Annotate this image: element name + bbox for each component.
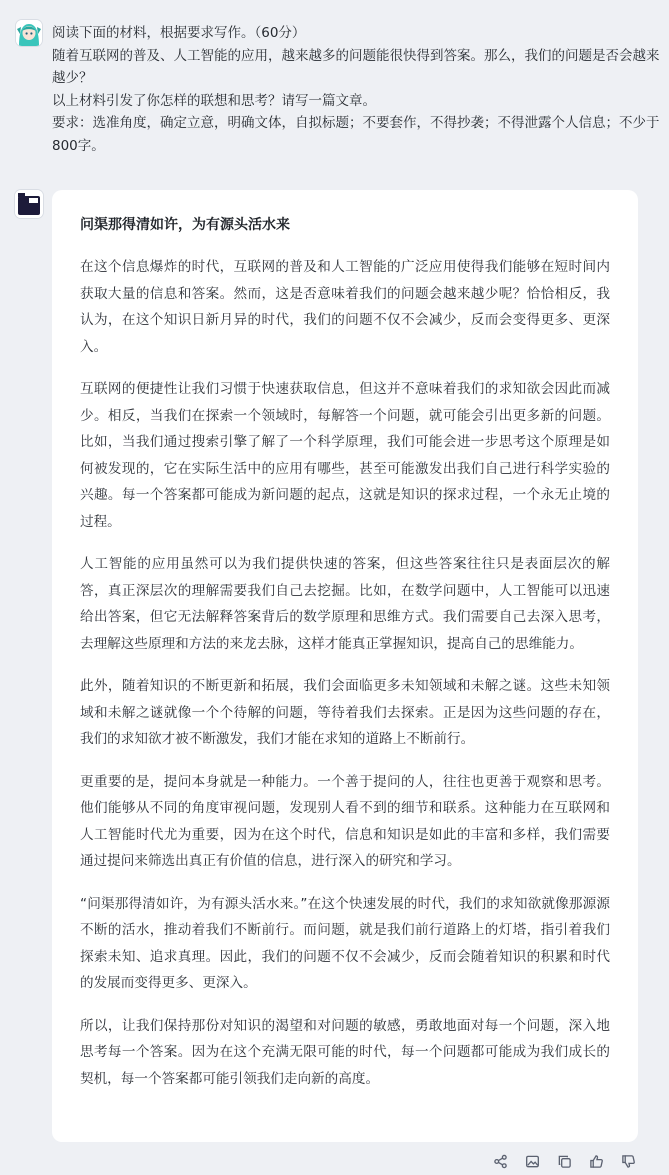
- share-icon: [493, 1154, 508, 1169]
- dislike-button[interactable]: [617, 1150, 639, 1172]
- assistant-avatar: [15, 190, 43, 218]
- thumbs-up-icon: [589, 1154, 604, 1169]
- message-actions: [489, 1150, 639, 1172]
- essay-paragraph: 人工智能的应用虽然可以为我们提供快速的答案，但这些答案往往只是表面层次的解答，真正深层次的理解需要我们自己去挖掘。比如，在数学问题中，人工智能可以迅速给出答案，但它无法解释答案背后的数学原理和思维方式。我们需要自己去深入思考，去理解这些原理和方法的来龙去脉，这样才能真正掌握知识，提高自己的思维能力。: [80, 556, 610, 652]
- essay-paragraph: 在这个信息爆炸的时代，互联网的普及和人工智能的广泛应用使得我们能够在短时间内获取大量的信息和答案。然而，这是否意味着我们的问题会越来越少呢？恰恰相反，我认为，在这个知识日新月异的时代，我们的问题不仅不会减少，反而会变得更多、更深入。: [80, 259, 610, 355]
- share-button[interactable]: [489, 1150, 511, 1172]
- copy-button[interactable]: [553, 1150, 575, 1172]
- image-icon: [525, 1154, 540, 1169]
- save-image-button[interactable]: [521, 1150, 543, 1172]
- user-avatar-icon: [16, 20, 42, 46]
- essay-title: 问渠那得清如许，为有源头活水来: [80, 217, 290, 233]
- user-prompt-line: 随着互联网的普及、人工智能的应用，越来越多的问题能很快得到答案。那么，我们的问题是否会越来越少？: [52, 47, 660, 86]
- user-prompt-line: 要求：选准角度，确定立意，明确文体，自拟标题；不要套作，不得抄袭；不得泄露个人信息；不少于800字。: [52, 115, 660, 154]
- essay-paragraph: 互联网的便捷性让我们习惯于快速获取信息，但这并不意味着我们的求知欲会因此而减少。相反，当我们在探索一个领域时，每解答一个问题，就可能会引出更多新的问题。比如，当我们通过搜索引擎了解了一个科学原理，我们可能会进一步思考这个原理是如何被发现的，它在实际生活中的应用有哪些，甚至可能激发出我们自己进行科学实验的兴趣。每一个答案都可能成为新问题的起点，这就是知识的探求过程，一个永无止境的过程。: [80, 381, 610, 530]
- essay-paragraph: 此外，随着知识的不断更新和拓展，我们会面临更多未知领域和未解之谜。这些未知领域和未解之谜就像一个个待解的问题，等待着我们去探索。正是因为这些问题的存在，我们的求知欲才被不断激发，我们才能在求知的道路上不断前行。: [80, 678, 610, 747]
- user-prompt-line: 阅读下面的材料，根据要求写作。（60分）: [52, 25, 306, 41]
- essay-paragraph: “问渠那得清如许，为有源头活水来。”在这个快速发展的时代，我们的求知欲就像那源源不断的活水，推动着我们不断前行。而问题，就是我们前行道路上的灯塔，指引着我们探索未知、追求真理。因此，我们的问题不仅不会减少，反而会随着知识的积累和时代的发展而变得更多、更深入。: [80, 895, 610, 991]
- user-prompt: [52, 22, 662, 157]
- copy-icon: [557, 1154, 572, 1169]
- assistant-avatar-icon: [15, 190, 43, 218]
- thumbs-down-icon: [621, 1154, 636, 1169]
- essay-paragraph: 更重要的是，提问本身就是一种能力。一个善于提问的人，往往也更善于观察和思考。他们能够从不同的角度审视问题，发现别人看不到的细节和联系。这种能力在互联网和人工智能时代尤为重要，因为在这个时代，信息和知识是如此的丰富和多样，我们需要通过提问来筛选出真正有价值的信息，进行深入的研究和学习。: [80, 773, 610, 869]
- user-avatar: [16, 20, 42, 46]
- user-prompt-line: 以上材料引发了你怎样的联想和思考？请写一篇文章。: [52, 92, 376, 109]
- assistant-response-card: [52, 190, 638, 1142]
- like-button[interactable]: [585, 1150, 607, 1172]
- essay-paragraph: 所以，让我们保持那份对知识的渴望和对问题的敏感，勇敢地面对每一个问题，深入地思考每一个答案。因为在这个充满无限可能的时代，每一个问题都可能成为我们成长的契机，每一个答案都可能引领我们走向新的高度。: [80, 1017, 610, 1087]
